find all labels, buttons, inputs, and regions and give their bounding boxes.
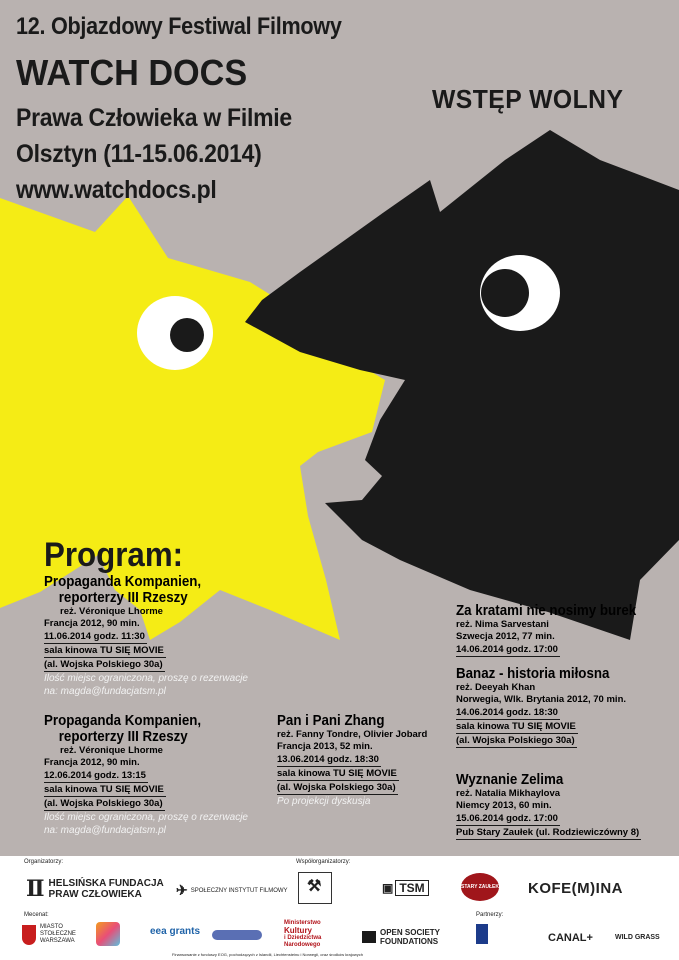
ministry-line1: Ministerstwo — [284, 920, 321, 926]
program-heading: Program: — [44, 536, 184, 574]
film-country: Norwegia, Wlk. Brytania 2012, 70 min. — [456, 694, 627, 705]
film-date: 15.06.2014 godz. 17:00 — [456, 813, 558, 824]
colorful-patron-logo — [96, 922, 120, 946]
film-entry-1 — [44, 574, 248, 698]
film-venue: Pub Stary Zaułek (ul. Rodziewiczówny 8) — [456, 827, 640, 838]
film-reel-icon: ✈ — [176, 882, 188, 898]
stary-zaulek-name: STARY ZAUŁEK — [461, 884, 499, 890]
film-director: reż. Natalia Mikhaylova — [456, 788, 561, 799]
partners-label: Partnerzy: — [476, 912, 504, 918]
film-title: Pan i Pani Zhang — [277, 713, 385, 729]
kofemina-logo: KOFE(M)INA — [528, 880, 623, 897]
osf-name-line1: OPEN SOCIETY — [380, 928, 441, 937]
film-country: Francja 2013, 52 min. — [277, 741, 373, 752]
film-address: (al. Wojska Polskiego 30a) — [456, 735, 575, 746]
film-reservation-note: Ilość miejsc ograniczona, proszę o rezerwacje — [44, 673, 248, 684]
film-director: reż. Fanny Tondre, Olivier Jobard — [277, 729, 428, 740]
film-title: Za kratami nie nosimy burek — [456, 603, 637, 619]
film-entry-2 — [44, 713, 248, 837]
film-director: reż. Nima Sarvestani — [456, 619, 549, 630]
free-entry-label: WSTĘP WOLNY — [432, 84, 624, 114]
film-reservation-email[interactable]: na: magda@fundacjatsm.pl — [44, 825, 166, 836]
hfpc-name-line1: HELSIŃSKA FUNDACJA — [48, 878, 164, 889]
hfpc-logo — [26, 878, 164, 900]
film-title-line2: reporterzy III Rzeszy — [58, 729, 188, 745]
festival-name: WATCH DOCS — [16, 52, 248, 93]
coorganizers-label: Współorganizatorzy: — [296, 859, 351, 865]
film-address: (al. Wojska Polskiego 30a) — [277, 782, 396, 793]
windmill-icon: ⚒ — [307, 878, 322, 895]
tsm-logo — [382, 880, 429, 896]
canal-plus-logo: CANAL+ — [548, 932, 593, 944]
hfpc-name-line2: PRAW CZŁOWIEKA — [48, 889, 142, 900]
sif-name: SPOŁECZNY INSTYTUT FILMOWY — [190, 887, 288, 894]
film-director: reż. Véronique Lhorme — [60, 606, 163, 617]
drop-logo — [298, 872, 332, 904]
ministry-culture-logo — [284, 920, 321, 949]
city-crest-icon — [22, 925, 36, 945]
film-entry-5 — [456, 666, 626, 748]
film-venue: sala kinowa TU SIĘ MOVIE — [277, 768, 397, 779]
osf-name-line2: FOUNDATIONS — [380, 937, 439, 946]
ministry-line2: Kultury — [284, 926, 312, 935]
tsm-name: TSM — [395, 880, 428, 896]
ministry-line3: i Dziedzictwa — [284, 935, 322, 941]
film-venue: sala kinowa TU SIĘ MOVIE — [44, 645, 164, 656]
osf-icon — [362, 931, 376, 943]
funding-note: Finansowanie z funduszy EOG, pochodzących z Islandii, Liechtensteinu i Norwegii, oraz środków krajowych — [172, 952, 363, 957]
festival-website-link[interactable]: www.watchdocs.pl — [16, 176, 217, 204]
film-entry-3 — [277, 713, 427, 808]
black-dog-pupil — [481, 269, 529, 317]
warszawa-name: MIASTO STOŁECZNE WARSZAWA — [40, 924, 76, 944]
film-date: 14.06.2014 godz. 18:30 — [456, 707, 558, 718]
film-venue: sala kinowa TU SIĘ MOVIE — [456, 721, 576, 732]
film-date: 11.06.2014 godz. 11:30 — [44, 631, 145, 642]
yellow-dog-pupil — [170, 318, 204, 352]
osf-logo — [362, 928, 440, 946]
hfpc-icon: Ⅱ — [26, 876, 45, 902]
film-discussion-note: Po projekcji dyskusja — [277, 796, 371, 807]
film-date: 14.06.2014 godz. 17:00 — [456, 644, 558, 655]
film-date: 12.06.2014 godz. 13:15 — [44, 770, 146, 781]
film-title: Wyznanie Zelima — [456, 772, 564, 788]
sif-logo — [176, 882, 288, 899]
film-country: Francja 2012, 90 min. — [44, 757, 140, 768]
film-address: (al. Wojska Polskiego 30a) — [44, 798, 163, 809]
festival-edition: 12. Objazdowy Festiwal Filmowy — [16, 13, 342, 40]
film-title-line2: reporterzy III Rzeszy — [58, 590, 188, 606]
patrons-label: Mecenat: — [24, 912, 49, 918]
film-director: reż. Deeyah Khan — [456, 682, 536, 693]
film-reservation-email[interactable]: na: magda@fundacjatsm.pl — [44, 686, 166, 697]
program-badge-logo — [212, 930, 262, 940]
film-title-line1: Propaganda Kompanien, — [44, 574, 202, 590]
eea-grants-logo: eea grants — [150, 926, 201, 937]
film-date: 13.06.2014 godz. 18:30 — [277, 754, 379, 765]
festival-location-dates: Olsztyn (11-15.06.2014) — [16, 140, 262, 168]
wild-grass-logo: WILD GRASS — [615, 934, 660, 941]
sponsor-footer — [0, 856, 679, 960]
film-strip-icon: ▣ — [382, 881, 394, 895]
film-entry-6 — [456, 772, 641, 840]
warszawa-logo — [22, 924, 92, 945]
festival-subtitle: Prawa Człowieka w Filmie — [16, 104, 292, 132]
film-country: Francja 2012, 90 min. — [44, 618, 140, 629]
film-venue: sala kinowa TU SIĘ MOVIE — [44, 784, 164, 795]
organizers-label: Organizatorzy: — [24, 859, 64, 865]
film-entry-4 — [456, 603, 652, 657]
ministry-line4: Narodowego — [284, 942, 321, 948]
film-country: Niemcy 2013, 60 min. — [456, 800, 552, 811]
film-reservation-note: Ilość miejsc ograniczona, proszę o rezerwacje — [44, 812, 248, 823]
film-title-line1: Propaganda Kompanien, — [44, 713, 202, 729]
stary-zaulek-logo — [461, 873, 499, 901]
film-country: Szwecja 2012, 77 min. — [456, 631, 555, 642]
film-director: reż. Véronique Lhorme — [60, 745, 163, 756]
film-address: (al. Wojska Polskiego 30a) — [44, 659, 163, 670]
film-title: Banaz - historia miłosna — [456, 666, 610, 682]
netherlands-embassy-logo — [476, 924, 488, 944]
